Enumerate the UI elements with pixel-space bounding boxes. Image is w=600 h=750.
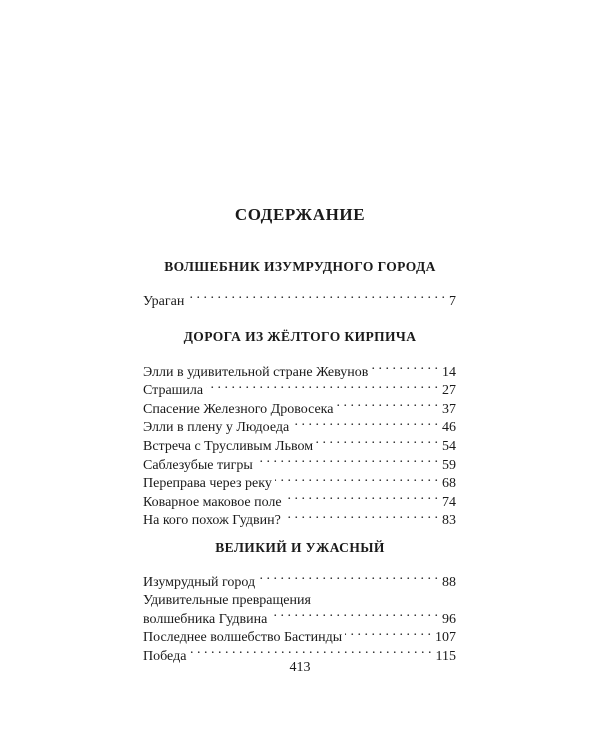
toc-entry-label: Коварное маковое поле: [143, 494, 282, 510]
toc-entry-page: 107: [435, 630, 456, 646]
toc-entry-page: 115: [435, 648, 456, 664]
toc-entry-label: Победа: [143, 648, 187, 664]
dot-leader: [187, 286, 445, 305]
toc-entry-page: 68: [442, 476, 456, 492]
toc-entry-page: 37: [442, 401, 456, 417]
toc-entry-page: 83: [442, 513, 456, 529]
section-heading-3: ВЕЛИКИЙ И УЖАСНЫЙ: [215, 540, 385, 555]
toc-entry-label: Изумрудный город: [143, 574, 256, 590]
section-heading-1: ВОЛШЕБНИК ИЗУМРУДНОГО ГОРОДА: [164, 259, 436, 274]
toc-entry-label: Элли в плену у Людоеда: [143, 420, 290, 436]
toc-entry: [143, 641, 456, 664]
dot-leader: [314, 586, 452, 605]
dot-leader: [284, 506, 438, 525]
section-heading-2: ДОРОГА ИЗ ЖЁЛТОГО КИРПИЧА: [183, 329, 417, 344]
toc-entry-label: Переправа через реку: [143, 476, 272, 492]
toc-entry-label: Саблезубые тигры: [143, 457, 253, 473]
dot-leader: [206, 376, 438, 395]
toc-list-section-3: [143, 567, 456, 664]
toc-entry-label: Страшила: [143, 383, 204, 399]
toc-entry-label: Спасение Железного Дровосека: [143, 401, 334, 417]
dot-leader: [189, 641, 431, 660]
dot-leader: [371, 357, 438, 376]
toc-entry: [143, 567, 456, 590]
toc-entry: [143, 357, 456, 380]
toc-entry-page: 46: [442, 420, 456, 436]
toc-entry: [143, 286, 456, 309]
toc-entry-label: Последнее волшебство Бастинды: [143, 630, 343, 646]
dot-leader: [256, 450, 438, 469]
dot-leader: [270, 604, 438, 623]
toc-entry-label: Удивительные превращения: [143, 593, 311, 609]
toc-entry-page: 27: [442, 383, 456, 399]
toc-entry-label: Встреча с Трусливым Львом: [143, 438, 314, 454]
toc-entry-page: 74: [442, 494, 456, 510]
dot-leader: [345, 623, 431, 642]
page-title: СОДЕРЖАНИЕ: [234, 205, 366, 224]
toc-entry-page: 14: [442, 364, 456, 380]
toc-entry-label: Элли в удивительной стране Жевунов: [143, 364, 369, 380]
dot-leader: [292, 413, 438, 432]
toc-entry-label: Ураган: [143, 293, 185, 309]
toc-entry-label: волшебника Гудвина: [143, 611, 268, 627]
dot-leader: [275, 469, 438, 488]
toc-list-section-1: [143, 286, 456, 309]
toc-entry-page: 88: [442, 574, 456, 590]
toc-entry-label: На кого похож Гудвин?: [143, 513, 281, 529]
toc-entry-page: 59: [442, 457, 456, 473]
dot-leader: [258, 567, 438, 586]
dot-leader: [337, 394, 439, 413]
toc-entry-page: 7: [449, 293, 456, 309]
dot-leader: [285, 487, 438, 506]
toc-entry-page: 54: [442, 438, 456, 454]
page-number: 413: [289, 660, 311, 675]
toc-list-section-2: [143, 357, 456, 529]
toc-entry-page: 96: [442, 611, 456, 627]
dot-leader: [316, 431, 438, 450]
